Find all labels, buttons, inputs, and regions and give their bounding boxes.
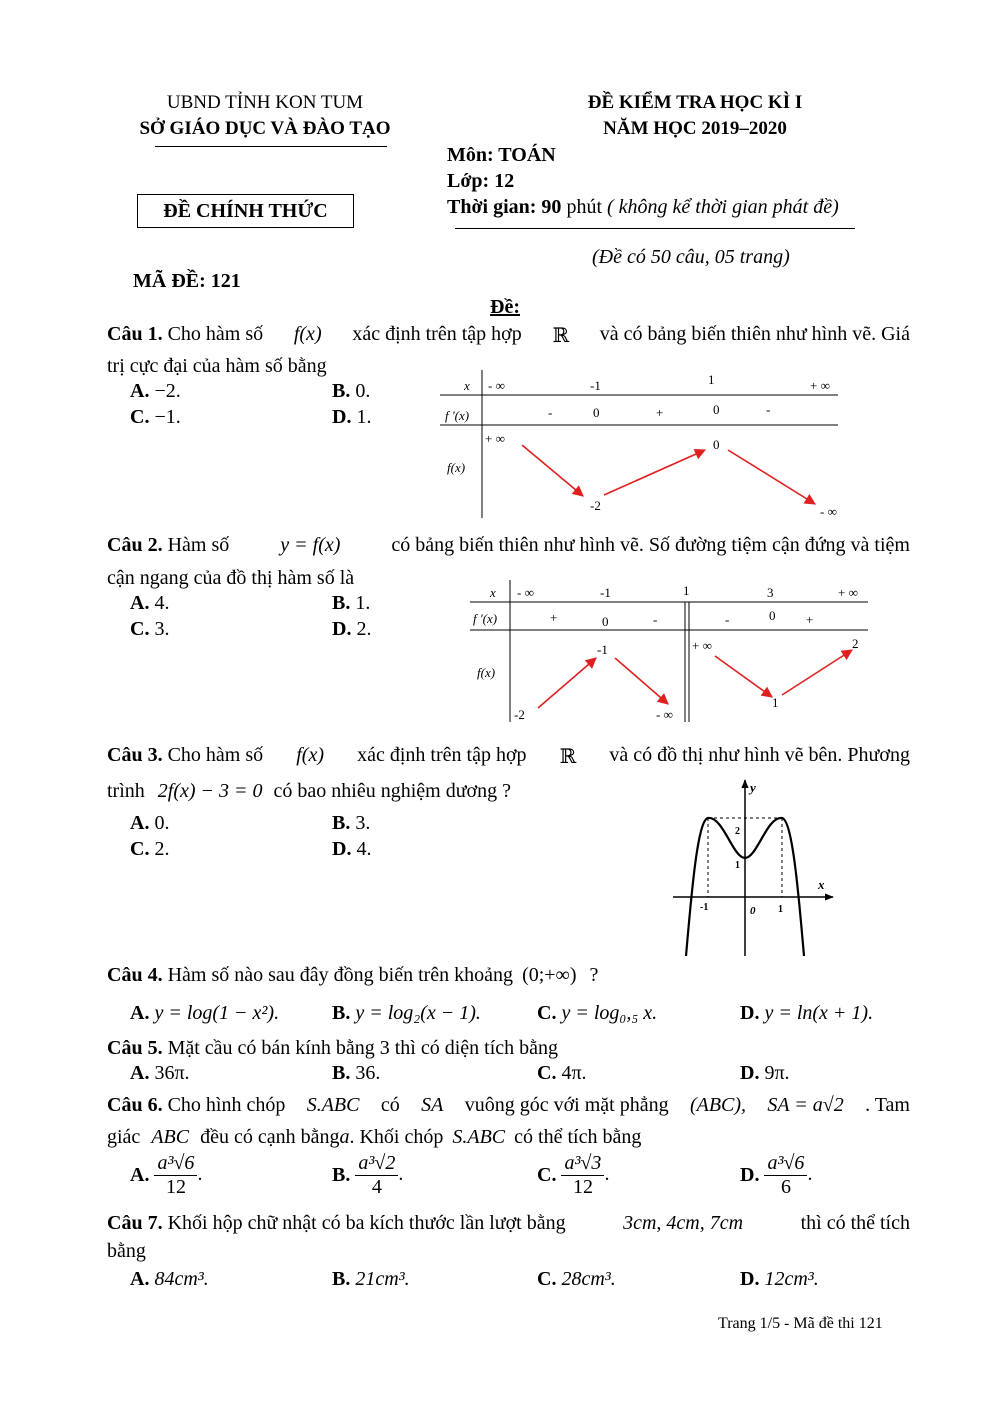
header-school-year: NĂM HỌC 2019–2020 [603,118,787,139]
q4-option-b[interactable]: B. y = log₂(x − 1). [332,1002,481,1024]
svg-text:+ ∞: + ∞ [838,585,858,600]
svg-text:2: 2 [735,826,740,837]
q6-eq: SA = a√2 [767,1094,844,1116]
svg-text:+: + [550,610,558,625]
q7-option-c[interactable]: C. 28cm³. [537,1268,616,1290]
header-underline-right [455,228,855,229]
q3-option-d[interactable]: D. 4. [332,838,372,860]
q2-eq: y = f(x) [280,534,341,556]
q1-line1: Câu 1. Cho hàm số f(x) xác định trên tập hợp ℝ và có bảng biến thiên như hình vẽ. Giá [107,323,910,347]
svg-text:- ∞: - ∞ [517,585,534,600]
header-time-note: ( không kể thời gian phát đề) [607,196,839,218]
header-time-label: Thời gian: 90 [447,196,562,218]
header-subject: Môn: TOÁN [447,144,556,166]
q2-f-label: f(x) [477,665,496,680]
q1-option-b[interactable]: B. 0. [332,380,371,402]
svg-text:1: 1 [683,583,690,598]
q6-option-c[interactable]: C. $\frac{\text{a³√3}}{12}$ . [537,1152,610,1198]
section-title: Đề: [490,296,520,318]
q4-line1: Câu 4. Hàm số nào sau đây đồng biến trên khoảng (0;+∞) ? [107,964,599,986]
svg-text:+: + [656,405,664,420]
official-box [137,194,354,228]
svg-text:0: 0 [602,614,609,629]
page-note: (Đề có 50 câu, 05 trang) [592,246,790,268]
q4-option-a[interactable]: A. y = log(1 − x²). [130,1002,280,1024]
q6-option-d[interactable]: D. $\frac{\text{a³√6}}{6}$ . [740,1152,813,1198]
q6-option-a[interactable]: A. $\frac{\text{a³√6}}{12}$ . [130,1152,203,1198]
q2-line1: Câu 2. Hàm số y = f(x) có bảng biến thiên như hình vẽ. Số đường tiệm cận đứng và tiệm [107,534,910,556]
svg-text:- ∞: - ∞ [820,504,837,519]
q7-number: Câu 7. [107,1212,163,1234]
svg-text:3: 3 [767,585,774,600]
header-department: SỞ GIÁO DỤC VÀ ĐÀO TẠO [139,118,391,139]
q1-number: Câu 1. [107,323,163,345]
q7-option-a[interactable]: A. 84cm³. [130,1268,209,1290]
q3-option-b[interactable]: B. 3. [332,812,371,834]
svg-text:0: 0 [593,405,600,420]
q5-line1: Câu 5. Mặt cầu có bán kính bằng 3 thì có diện tích bằng [107,1037,559,1059]
svg-text:+ ∞: + ∞ [692,638,712,653]
q7-line1: Câu 7. Khối hộp chữ nhật có ba kích thước lần lượt bằng 3cm, 4cm, 7cm thì có thể tích [107,1212,910,1234]
q2-option-a[interactable]: A. 4. [130,592,170,614]
q2-option-b[interactable]: B. 1. [332,592,371,614]
q3-number: Câu 3. [107,744,163,766]
svg-text:-: - [725,612,730,627]
q1-f-label: f(x) [447,460,466,475]
svg-text:- ∞: - ∞ [656,707,673,722]
q3-y-axis-label: y [750,780,756,795]
q2-option-c[interactable]: C. 3. [130,618,170,640]
q5-option-a[interactable]: A. 36π. [130,1062,190,1084]
q3-option-a[interactable]: A. 0. [130,812,170,834]
q6-line2: giác ABC đều có cạnh bằnga. Khối chóp S.ABC có thể tích bằng [107,1126,642,1148]
q1-R: ℝ [552,325,570,347]
q4-option-c[interactable]: C. y = log₀,₅ x. [537,1002,658,1024]
header-province: UBND TỈNH KON TUM [166,92,364,113]
svg-text:-1: -1 [590,378,601,393]
q7-option-d[interactable]: D. 12cm³. [740,1268,819,1290]
q6-line1: Câu 6. Cho hình chóp S.ABC có SA vuông góc với mặt phẳng (ABC), SA = a√2 . Tam [107,1094,910,1116]
svg-text:+ ∞: + ∞ [485,431,505,446]
svg-text:-: - [766,402,771,417]
q6-number: Câu 6. [107,1094,163,1116]
q3-fx: f(x) [296,744,325,766]
svg-text:1: 1 [708,372,715,387]
q4-option-d[interactable]: D. y = ln(x + 1). [740,1002,874,1024]
q3-line2: trình 2f(x) − 3 = 0 có bao nhiêu nghiệm dương ? [107,780,512,802]
q4-interval: (0;+∞) [522,964,577,986]
q5-option-b[interactable]: B. 36. [332,1062,381,1084]
q1-option-d[interactable]: D. 1. [332,406,372,428]
q5-option-c[interactable]: C. 4π. [537,1062,587,1084]
q1-fp-label: f '(x) [445,408,470,423]
svg-text:+ ∞: + ∞ [810,378,830,393]
svg-text:-: - [653,612,658,627]
q2-option-d[interactable]: D. 2. [332,618,372,640]
page-footer: Trang 1/5 - Mã đề thi 121 [718,1315,883,1332]
q7-dims: 3cm, 4cm, 7cm [623,1212,744,1234]
svg-text:- ∞: - ∞ [488,378,505,393]
svg-text:-2: -2 [590,498,601,513]
svg-text:0: 0 [769,608,776,623]
q2-x-label: x [490,585,496,600]
q1-line2: trị cực đại của hàm số bằng [107,355,327,377]
q2-fp-label: f '(x) [473,611,498,626]
q3-function-graph [668,776,840,958]
svg-text:1: 1 [778,904,783,915]
q7-line2: bằng [107,1240,146,1262]
q2-variation-table [470,580,870,725]
q4-number: Câu 4. [107,964,163,986]
svg-text:0: 0 [750,905,756,917]
svg-text:0: 0 [713,402,720,417]
q1-option-c[interactable]: C. −1. [130,406,181,428]
svg-text:-1: -1 [600,585,611,600]
header-underline-left [155,146,387,147]
q2-number: Câu 2. [107,534,163,556]
header-time [447,196,839,219]
q3-line1: Câu 3. Cho hàm số f(x) xác định trên tập hợp ℝ và có đồ thị như hình vẽ bên. Phương [107,744,910,768]
q1-variation-table [440,370,840,520]
header-time-unit: phút [566,196,602,218]
svg-text:-: - [548,405,553,420]
q1-x-label: x [464,378,470,393]
svg-text:-2: -2 [514,707,525,722]
svg-text:-1: -1 [597,642,608,657]
q1-fx: f(x) [293,323,322,345]
q3-option-c[interactable]: C. 2. [130,838,170,860]
header-exam-title: ĐỀ KIỂM TRA HỌC KÌ I [587,92,803,113]
svg-text:+: + [806,612,814,627]
svg-text:1: 1 [735,860,740,871]
q5-option-d[interactable]: D. 9π. [740,1062,790,1084]
svg-text:1: 1 [772,695,779,710]
official-label: ĐỀ CHÍNH THỨC [163,200,328,222]
q3-x-axis-label: x [818,877,825,892]
q7-option-b[interactable]: B. 21cm³. [332,1268,410,1290]
svg-text:-1: -1 [700,902,709,913]
svg-text:2: 2 [852,636,859,651]
svg-text:0: 0 [713,437,720,452]
q3-eq: 2f(x) − 3 = 0 [157,780,263,802]
q1-option-a[interactable]: A. −2. [130,380,181,402]
header-class: Lớp: 12 [447,170,515,192]
exam-code: MÃ ĐỀ: 121 [133,270,241,292]
q3-R: ℝ [559,746,577,768]
q6-option-b[interactable]: B. $\frac{\text{a³√2}}{4}$ . [332,1152,404,1198]
q5-number: Câu 5. [107,1037,163,1059]
q2-line2: cận ngang của đồ thị hàm số là [107,567,355,589]
